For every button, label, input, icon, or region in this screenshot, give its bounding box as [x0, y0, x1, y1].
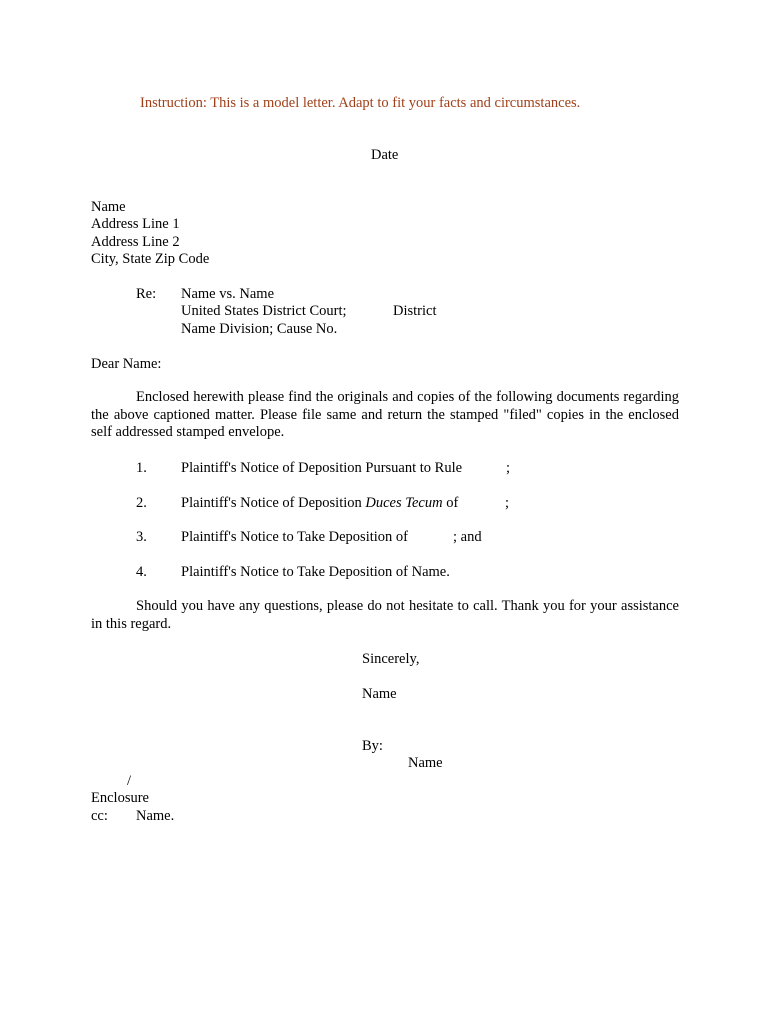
recipient-address-line-1: Address Line 1	[91, 216, 180, 232]
recipient-name: Name	[91, 199, 126, 215]
body-paragraph-2: Should you have any questions, please do not hesitate to call. Thank you for your assistance in this regard.	[91, 598, 679, 632]
list-item-text	[181, 494, 458, 512]
recipient-address-line-2: Address Line 2	[91, 234, 180, 250]
body-paragraph-1: Enclosed herewith please find the originals and copies of the following documents regarding the above captioned matter. Please file same and return the stamped "filed" copies in the enclosed self addressed stamped envelope.	[91, 389, 679, 440]
re-line-3: Name Division; Cause No.	[181, 321, 338, 337]
list-item-text: Plaintiff's Notice of Deposition Pursuant to Rule	[181, 460, 463, 476]
instruction-note: Instruction: This is a model letter. Adapt to fit your facts and circumstances.	[140, 95, 581, 111]
re-label: Re:	[136, 286, 157, 302]
date-line: Date	[371, 147, 399, 163]
list-item-text: Plaintiff's Notice to Take Deposition of	[181, 529, 408, 545]
list-item-tail: ;	[506, 460, 511, 476]
list-item-tail: ; and	[453, 529, 482, 545]
list-item-number: 2.	[136, 495, 147, 511]
by-label: By:	[362, 738, 383, 754]
re-district: District	[393, 303, 437, 319]
initials-slash: /	[127, 773, 132, 789]
list-item-text-after: of	[442, 495, 459, 511]
list-item-number: 1.	[136, 460, 147, 476]
list-item-tail: ;	[505, 495, 510, 511]
cc-label: cc:	[91, 808, 108, 824]
list-item-text-before: Plaintiff's Notice of Deposition	[181, 495, 366, 511]
list-item-text-italic: Duces Tecum	[365, 495, 443, 511]
list-item-number: 3.	[136, 529, 147, 545]
list-item-number: 4.	[136, 564, 147, 580]
list-item-text: Plaintiff's Notice to Take Deposition of Name.	[181, 564, 450, 580]
sender-name: Name	[362, 686, 397, 702]
re-line-2: United States District Court;	[181, 303, 347, 319]
re-line-1: Name vs. Name	[181, 286, 275, 302]
enclosure-notation: Enclosure	[91, 790, 149, 806]
cc-name: Name.	[136, 808, 175, 824]
salutation: Dear Name:	[91, 356, 162, 372]
recipient-city-state-zip: City, State Zip Code	[91, 251, 210, 267]
by-name: Name	[408, 755, 443, 771]
closing: Sincerely,	[362, 651, 420, 667]
